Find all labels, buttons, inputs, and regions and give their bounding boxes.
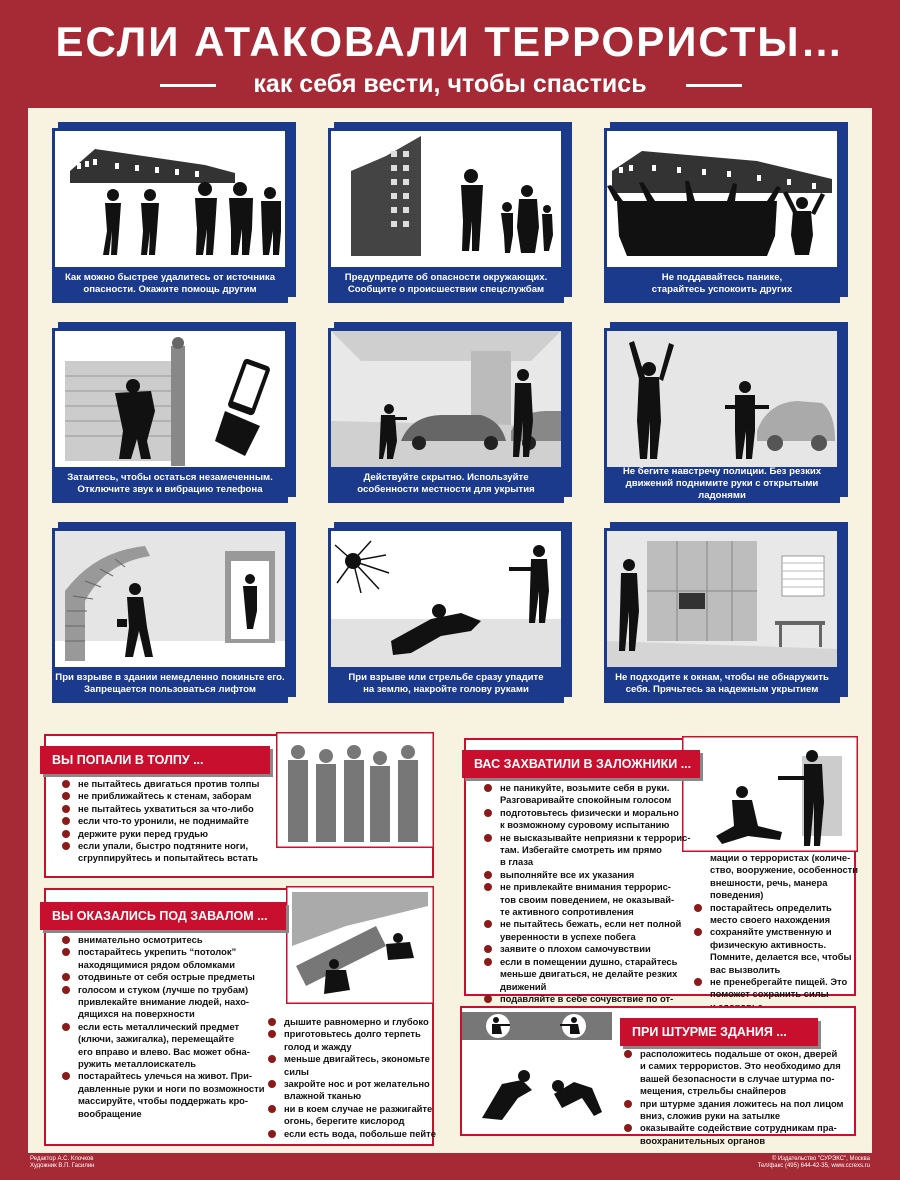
list-item: дящихся на поверхности bbox=[78, 1008, 195, 1020]
rubble-list-right bbox=[266, 1016, 436, 1140]
list-item: те активного сопротивления bbox=[500, 906, 634, 918]
panel-caption: При взрыве в здании немедленно покиньте его. Запрещается пользоваться лифтом bbox=[55, 667, 285, 700]
list-item: (ключи, зажигалка), перемещайте bbox=[78, 1033, 235, 1045]
list-item: вообращение bbox=[78, 1107, 142, 1119]
list-item: если в помещении душно, старайтесь bbox=[482, 956, 712, 968]
list-item: уверенности в успехе побега bbox=[500, 930, 636, 942]
people-walking-away-icon bbox=[55, 131, 285, 267]
list-item: находящимися рядом обломками bbox=[78, 958, 235, 970]
subtitle-line-right bbox=[686, 84, 742, 87]
list-item: внимательно осмотритесь bbox=[60, 934, 275, 946]
list-item: выполняйте все их указания bbox=[482, 869, 712, 881]
list-item: и самих террористов. Это необходимо для bbox=[640, 1060, 841, 1072]
list-item: воохранительных органов bbox=[640, 1134, 766, 1146]
list-item: постарайтесь улечься на живот. При- bbox=[60, 1070, 275, 1082]
list-item: ружить металлоискатель bbox=[78, 1058, 197, 1070]
panel-caption: Затаитесь, чтобы остаться незамеченным. Отключите звук и вибрацию телефона bbox=[55, 467, 285, 500]
panel-windows bbox=[604, 528, 848, 709]
rubble-title: ВЫ ОКАЗАЛИСЬ ПОД ЗАВАЛОМ ... bbox=[40, 902, 286, 930]
list-item: внешности, речь, манера bbox=[710, 876, 828, 888]
list-item: сохраняйте умственную и bbox=[692, 926, 862, 938]
list-item: мации о террористах (количе- bbox=[710, 852, 851, 863]
list-item: вниз, сложив руки на затылке bbox=[640, 1110, 781, 1122]
list-item: физическую активность. bbox=[710, 938, 827, 950]
hostage-title: ВАС ЗАХВАТИЛИ В ЗАЛОЖНИКИ ... bbox=[462, 750, 700, 778]
list-item: Помните, делается все, чтобы bbox=[710, 951, 852, 963]
list-item: к возможному суровому испытанию bbox=[500, 819, 670, 831]
panel-hide bbox=[52, 328, 296, 509]
storm-scene-icon bbox=[462, 1008, 612, 1134]
list-item: его вправо и влево. Вас может обна- bbox=[78, 1045, 250, 1057]
list-item: сгруппируйтесь и попытайтесь встать bbox=[78, 852, 259, 864]
list-item: мещения, стрельбы снайперов bbox=[640, 1085, 787, 1097]
explosion-person-lying-icon bbox=[331, 531, 561, 667]
hostage-list-right bbox=[692, 852, 862, 1013]
rubble-list-left bbox=[60, 934, 275, 1120]
list-item: ни в коем случае не разжигайте bbox=[266, 1103, 436, 1115]
panel-caption: Не поддавайтесь панике, старайтесь успокоить других bbox=[607, 267, 837, 300]
list-item: там. Избегайте смотреть им прямо bbox=[500, 844, 662, 856]
footer-credits: Редактор А.С. Клочков Художник В.П. Гасилин bbox=[30, 1156, 95, 1169]
list-item: не пытайтесь ухватиться за что-либо bbox=[60, 803, 270, 815]
rubble-trapped-icon bbox=[286, 886, 434, 1004]
list-item: постарайтесь укрепить “потолок” bbox=[60, 946, 275, 958]
list-item: закройте нос и рот желательно bbox=[266, 1078, 436, 1090]
hostage-list-left bbox=[482, 782, 712, 1030]
storm-title: ПРИ ШТУРМЕ ЗДАНИЯ ... bbox=[620, 1018, 818, 1046]
panel-no-panic bbox=[604, 128, 848, 309]
list-item: не высказывайте неприязни к террорис- bbox=[482, 832, 712, 844]
panel-caption: При взрыве или стрельбе сразу упадите на землю, накройте голову руками bbox=[331, 667, 561, 700]
panel-drop-down bbox=[328, 528, 572, 709]
poster-subtitle: как себя вести, чтобы спастись bbox=[253, 70, 647, 98]
list-item: если есть вода, побольше пейте bbox=[266, 1128, 436, 1140]
list-item: влажной тканью bbox=[284, 1090, 362, 1102]
hiding-person-phone-icon bbox=[55, 331, 285, 467]
content-area bbox=[28, 108, 872, 1153]
list-item: если упали, быстро подтяните ноги, bbox=[60, 840, 270, 852]
list-item: не привлекайте внимания террорис- bbox=[482, 881, 712, 893]
list-item: голод и жажду bbox=[284, 1040, 352, 1052]
crowd-title: ВЫ ПОПАЛИ В ТОЛПУ ... bbox=[40, 746, 270, 774]
list-item: вашей безопасности в случае штурма по- bbox=[640, 1072, 835, 1084]
list-item: привлекайте внимание людей, нахо- bbox=[78, 996, 250, 1008]
list-item: меньше двигаться, не делайте резких bbox=[500, 968, 678, 980]
panel-police bbox=[604, 328, 848, 509]
list-item: подавляйте в себе сочувствие по от- bbox=[482, 993, 712, 1005]
list-item: голосом и стуком (лучше по трубам) bbox=[60, 984, 275, 996]
list-item: расположитесь подальше от окон, дверей bbox=[622, 1048, 858, 1060]
list-item: если есть металлический предмет bbox=[60, 1021, 275, 1033]
crowd-silhouette-icon bbox=[276, 732, 434, 848]
panel-caption: Не подходите к окнам, чтобы не обнаружить себя. Прячьтесь за надежным укрытием bbox=[607, 667, 837, 700]
list-item: не пытайтесь двигаться против толпы bbox=[60, 778, 270, 790]
list-item: отодвиньте от себя острые предметы bbox=[60, 971, 275, 983]
list-item: массируйте, чтобы поддержать кро- bbox=[78, 1095, 249, 1107]
panel-warn-others bbox=[328, 128, 572, 309]
panel-caption: Не бегите навстречу полиции. Без резких движений поднимите руки с открытыми ладонями bbox=[607, 467, 837, 500]
panel-caption: Предупредите об опасности окружающих. Сообщите о происшествии спецслужбам bbox=[331, 267, 561, 300]
panicking-crowd-icon bbox=[607, 131, 837, 267]
subtitle-row bbox=[0, 68, 900, 100]
list-item: постарайтесь определить bbox=[692, 902, 862, 914]
list-item: заявите о плохом самочувствии bbox=[482, 943, 712, 955]
panel-act-secretly bbox=[328, 328, 572, 509]
stairs-and-elevator-icon bbox=[55, 531, 285, 667]
footer-publisher: © Издательство "СУРЭКС", Москва Тел/факс (495) 644-42-35, www.ccrexs.ru bbox=[757, 1156, 870, 1169]
list-item: не приближайтесь к стенам, заборам bbox=[60, 790, 270, 802]
list-item: огонь, берегите кислород bbox=[284, 1115, 405, 1127]
list-item: вас вызволить bbox=[710, 963, 781, 975]
list-item: оказывайте содействие сотрудникам пра- bbox=[622, 1122, 858, 1134]
list-item: тов своим поведением, не оказывай- bbox=[500, 893, 675, 905]
parking-garage-icon bbox=[331, 331, 561, 467]
crowd-list bbox=[60, 778, 270, 865]
list-item: давленные руки и ноги по возможности bbox=[78, 1082, 265, 1094]
storm-list bbox=[622, 1048, 858, 1147]
list-item: при штурме здания ложитесь на пол лицом bbox=[622, 1098, 858, 1110]
list-item: поведения) bbox=[710, 889, 764, 901]
panel-caption: Действуйте скрытно. Используйте особенности местности для укрытия bbox=[331, 467, 561, 500]
list-item: дышите равномерно и глубоко bbox=[266, 1016, 436, 1028]
list-item: не пренебрегайте пищей. Это bbox=[692, 976, 862, 988]
list-item: ство, вооружение, особенности bbox=[710, 864, 859, 876]
list-item: меньше двигайтесь, экономьте силы bbox=[266, 1053, 436, 1078]
panel-caption: Как можно быстрее удалитесь от источника опасности. Окажите помощь другим bbox=[55, 267, 285, 300]
list-item: приготовьтесь долго терпеть bbox=[266, 1028, 436, 1040]
list-item: не паникуйте, возьмите себя в руки. bbox=[482, 782, 712, 794]
list-item: в глаза bbox=[500, 856, 534, 868]
room-hiding-icon bbox=[607, 531, 837, 667]
list-item: поможет сохранить силы bbox=[710, 988, 829, 1000]
panel-explosion-exit bbox=[52, 528, 296, 709]
list-item: держите руки перед грудью bbox=[60, 828, 270, 840]
list-item: Разговаривайте спокойным голосом bbox=[500, 794, 672, 806]
list-item: движений bbox=[500, 980, 547, 992]
list-item: если что-то уронили, не поднимайте bbox=[60, 815, 270, 827]
poster-title: ЕСЛИ АТАКОВАЛИ ТЕРРОРИСТЫ… bbox=[55, 18, 845, 65]
panel-evacuate bbox=[52, 128, 296, 309]
hands-up-police-icon bbox=[607, 331, 837, 467]
list-item: подготовьтесь физически и морально bbox=[482, 807, 712, 819]
list-item: место своего нахождения bbox=[710, 914, 831, 926]
list-item: не пытайтесь бежать, если нет полной bbox=[482, 918, 712, 930]
building-and-family-icon bbox=[331, 131, 561, 267]
